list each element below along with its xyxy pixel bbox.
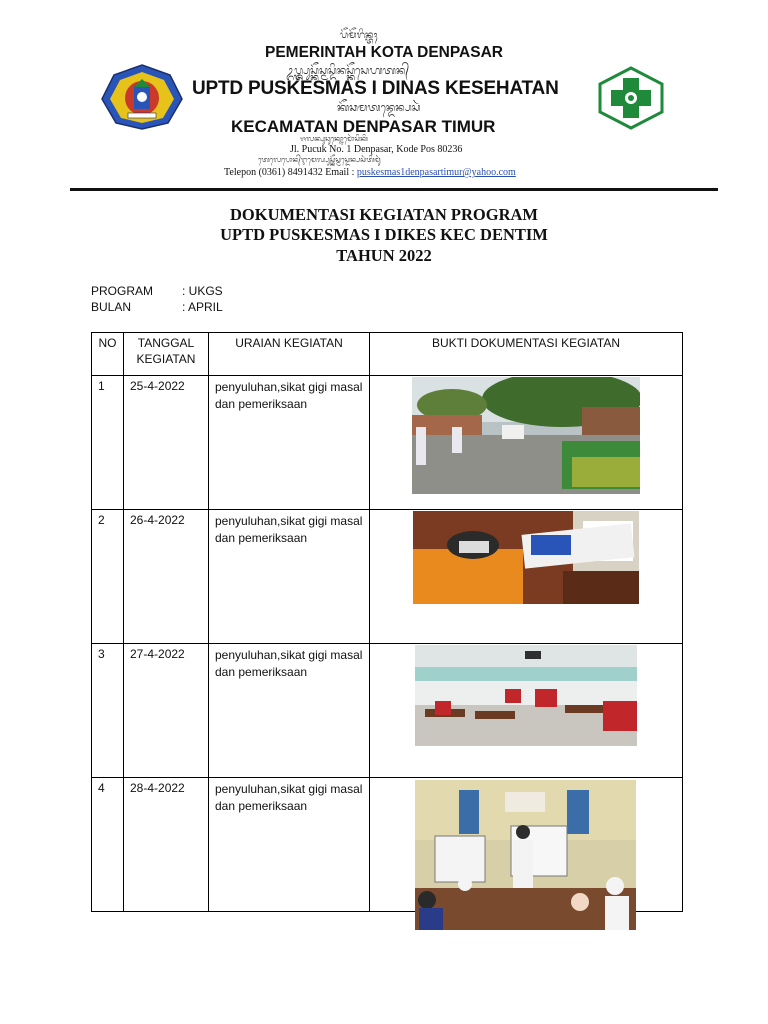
month-value: : APRIL <box>182 300 223 314</box>
header-desc: URAIAN KEGIATAN <box>209 333 370 376</box>
row-no: 1 <box>92 376 124 510</box>
row-desc: penyuluhan,sikat gigi masal dan pemeriksaan <box>209 376 370 510</box>
health-cross-logo <box>596 66 666 130</box>
header-date: TANGGAL KEGIATAN <box>124 333 209 376</box>
header-no: NO <box>92 333 124 376</box>
title-line-1: DOKUMENTASI KEGIATAN PROGRAM <box>229 205 538 224</box>
balinese-line-3: ᬓᭂᬘᬫᬢᬦ᭄ᬤᬾᬦ᭄ᬧᬲᬃ <box>337 101 421 114</box>
balinese-line-1: ᬧᭂᬫᭂᬭᬶᬦ᭄ᬢᬄ <box>340 30 378 41</box>
letterhead-rule <box>70 188 718 191</box>
balinese-line-2: ᬉᬧ᭄ᬢ᭄ᬤ᭄ᬧᬸᬲ᭄ᬓᭂᬲ᭄ᬫᬲ᭄ᬤᬶᬦᬲ᭄ᬓᭂᬲᬾᬳᬢᬦ᭄ <box>286 64 410 77</box>
title-line-2: UPTD PUSKESMAS I DIKES KEC DENTIM <box>220 225 548 244</box>
photo-schoolyard <box>412 377 640 494</box>
contact-line <box>224 167 516 178</box>
row-no: 2 <box>92 510 124 644</box>
office-name: UPTD PUSKESMAS I DINAS KESEHATAN <box>192 78 559 99</box>
table-row <box>92 510 683 644</box>
program-label: PROGRAM <box>91 284 154 298</box>
balinese-line-4: ᬚᬮᬦ᭄ᬧᬸᬘᬸᬓ᭄ᬦᭀᬫᭀᬃᬲᬶᬓᬶ <box>300 135 368 143</box>
row-date: 27-4-2022 <box>124 644 209 778</box>
photo-counseling <box>413 511 639 604</box>
row-date: 26-4-2022 <box>124 510 209 644</box>
photo-classroom <box>415 645 637 746</box>
table-row <box>92 376 683 510</box>
row-photo-cell <box>370 510 683 644</box>
row-no: 3 <box>92 644 124 778</box>
row-no: 4 <box>92 778 124 912</box>
table-header-row <box>92 333 683 376</box>
row-date: 25-4-2022 <box>124 376 209 510</box>
government-name: PEMERINTAH KOTA DENPASAR <box>265 44 503 61</box>
row-photo-cell <box>370 376 683 510</box>
title-line-3: TAHUN 2022 <box>336 246 432 265</box>
month-label: BULAN <box>91 300 132 314</box>
balinese-line-5: ᬢᬾᬮᬾᬧᭀᬦ᭄ᬇᬫᬾᬮ᭄ᬧᬸᬲ᭄ᬓᭂᬲ᭄ᬫᬲ᭄ᬤᬾᬦ᭄ᬧᬲᬃᬢᬶᬫᬸᬃ <box>258 156 381 164</box>
documentation-table <box>91 332 683 912</box>
row-date: 28-4-2022 <box>124 778 209 912</box>
row-desc: penyuluhan,sikat gigi masal dan pemeriksaan <box>209 644 370 778</box>
program-value: : UKGS <box>182 284 223 298</box>
header-proof: BUKTI DOKUMENTASI KEGIATAN <box>370 333 683 376</box>
row-desc: penyuluhan,sikat gigi masal dan pemeriksaan <box>209 778 370 912</box>
table-row <box>92 778 683 912</box>
denpasar-city-logo <box>100 63 184 131</box>
phone-text: Telepon (0361) 8491432 Email : <box>224 167 357 178</box>
address: Jl. Pucuk No. 1 Denpasar, Kode Pos 80236 <box>290 144 463 155</box>
row-photo-cell <box>370 644 683 778</box>
row-desc: penyuluhan,sikat gigi masal dan pemeriksaan <box>209 510 370 644</box>
district-name: KECAMATAN DENPASAR TIMUR <box>231 117 496 136</box>
table-row <box>92 644 683 778</box>
email-link[interactable]: puskesmas1denpasartimur@yahoo.com <box>356 167 516 178</box>
row-photo-cell <box>370 778 683 912</box>
photo-classroom-demo <box>415 780 636 930</box>
